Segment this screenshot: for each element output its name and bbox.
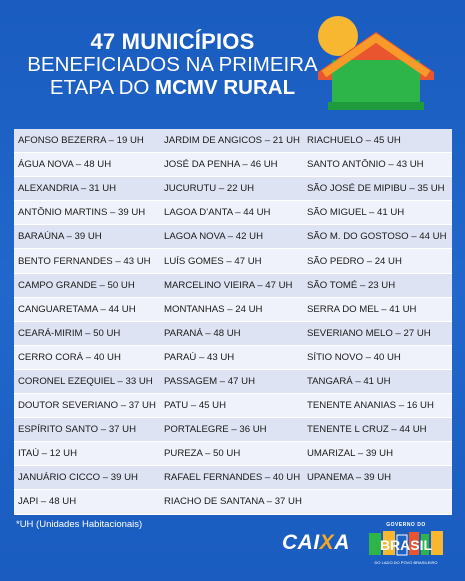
municipality-cell: BENTO FERNANDES – 43 UH — [18, 255, 151, 267]
table-row — [14, 466, 452, 490]
municipality-cell: RIACHO DE SANTANA – 37 UH — [164, 496, 302, 508]
table-row — [14, 153, 452, 177]
municipality-cell: JAPI – 48 UH — [18, 496, 77, 508]
house-base-shape — [328, 102, 424, 110]
footnote: *UH (Unidades Habitacionais) — [16, 519, 143, 530]
house-sun-icon — [310, 14, 440, 114]
municipality-cell: SÃO M. DO GOSTOSO – 44 UH — [307, 231, 447, 243]
municipality-cell: TANGARÁ – 41 UH — [307, 375, 391, 387]
table-row — [14, 418, 452, 442]
table-row — [14, 249, 452, 273]
brasil-wordmark-text: BRASIL — [379, 537, 433, 553]
table-row — [14, 370, 452, 394]
municipality-cell: SANTO ANTÔNIO – 43 UH — [307, 159, 424, 171]
caixa-logo — [282, 531, 350, 555]
gov-logo-top-text: GOVERNO DO — [386, 522, 426, 528]
municipality-cell: RIACHUELO – 45 UH — [307, 135, 401, 147]
municipality-cell: TENENTE L CRUZ – 44 UH — [307, 424, 427, 436]
municipality-cell: AFONSO BEZERRA – 19 UH — [18, 135, 144, 147]
municipality-cell: SÃO TOMÉ – 23 UH — [307, 279, 396, 291]
municipality-cell: UMARIZAL – 39 UH — [307, 448, 394, 460]
municipality-cell: JARDIM DE ANGICOS – 21 UH — [164, 135, 300, 147]
municipality-cell: PASSAGEM – 47 UH — [164, 375, 255, 387]
municipality-cell: DOUTOR SEVERIANO – 37 UH — [18, 400, 156, 412]
municipality-cell: CANGUARETAMA – 44 UH — [18, 303, 136, 315]
municipality-cell: BARAÚNA – 39 UH — [18, 231, 102, 243]
municipality-cell: SEVERIANO MELO – 27 UH — [307, 327, 431, 339]
title-line-3 — [20, 76, 325, 99]
municipality-cell: UPANEMA – 39 UH — [307, 472, 392, 484]
governo-do-brasil-logo — [367, 522, 445, 568]
table-row — [14, 322, 452, 346]
caixa-logo-text: CAIXA — [282, 531, 350, 554]
municipality-cell: RAFAEL FERNANDES – 40 UH — [164, 472, 301, 484]
municipality-cell: LAGOA D’ANTA – 44 UH — [164, 207, 271, 219]
municipality-cell: PORTALEGRE – 36 UH — [164, 424, 267, 436]
table-row — [14, 394, 452, 418]
municipality-cell: SERRA DO MEL – 41 UH — [307, 303, 417, 315]
caixa-x-letter: X — [319, 531, 335, 554]
municipality-cell: PARANÁ – 48 UH — [164, 327, 241, 339]
municipality-cell: PATU – 45 UH — [164, 400, 227, 412]
municipality-cell: PARAÚ – 43 UH — [164, 351, 235, 363]
table-row — [14, 490, 452, 514]
municipality-cell: JANUÁRIO CICCO – 39 UH — [18, 472, 138, 484]
municipality-cell: PUREZA – 50 UH — [164, 448, 241, 460]
brasil-wordmark — [367, 529, 445, 559]
municipality-cell: LUÍS GOMES – 47 UH — [164, 255, 262, 267]
municipality-cell: CERRO CORÁ – 40 UH — [18, 351, 121, 363]
municipality-cell: CORONEL EZEQUIEL – 33 UH — [18, 375, 153, 387]
municipalities-table — [14, 129, 452, 515]
header-title — [20, 30, 325, 99]
title-line-3-prefix: ETAPA DO — [49, 76, 156, 99]
municipality-cell: ESPÍRITO SANTO – 37 UH — [18, 424, 137, 436]
gov-logo-slogan: DO LADO DO POVO BRASILEIRO — [374, 560, 438, 565]
table-row — [14, 298, 452, 322]
municipality-cell: TENENTE ANANIAS – 16 UH — [307, 400, 434, 412]
title-line-2: BENEFICIADOS NA PRIMEIRA — [27, 53, 318, 76]
title-program-name: MCMV RURAL — [155, 76, 296, 99]
municipality-cell: ÁGUA NOVA – 48 UH — [18, 159, 112, 171]
municipality-cell: MARCELINO VIEIRA – 47 UH — [164, 279, 293, 291]
municipality-cell: SÃO PEDRO – 24 UH — [307, 255, 402, 267]
table-row — [14, 201, 452, 225]
municipality-cell: SÃO JOSÉ DE MIPIBU – 35 UH — [307, 183, 445, 195]
municipality-cell: JOSÉ DA PENHA – 46 UH — [164, 159, 278, 171]
municipality-cell: CEARÁ-MIRIM – 50 UH — [18, 327, 121, 339]
municipality-cell: SÃO MIGUEL – 41 UH — [307, 207, 405, 219]
table-row — [14, 177, 452, 201]
municipality-cell: SÍTIO NOVO – 40 UH — [307, 351, 401, 363]
municipality-cell: ITAÚ – 12 UH — [18, 448, 78, 460]
table-row — [14, 225, 452, 249]
municipality-cell: CAMPO GRANDE – 50 UH — [18, 279, 135, 291]
table-row — [14, 442, 452, 466]
municipality-cell: ANTÔNIO MARTINS – 39 UH — [18, 207, 146, 219]
municipality-cell: JUCURUTU – 22 UH — [164, 183, 255, 195]
title-line-1: 47 MUNICÍPIOS — [90, 29, 255, 54]
table-row — [14, 274, 452, 298]
table-row — [14, 129, 452, 153]
table-row — [14, 346, 452, 370]
municipality-cell: ALEXANDRIA – 31 UH — [18, 183, 117, 195]
municipality-cell: MONTANHAS – 24 UH — [164, 303, 263, 315]
municipality-cell: LAGOA NOVA – 42 UH — [164, 231, 263, 243]
